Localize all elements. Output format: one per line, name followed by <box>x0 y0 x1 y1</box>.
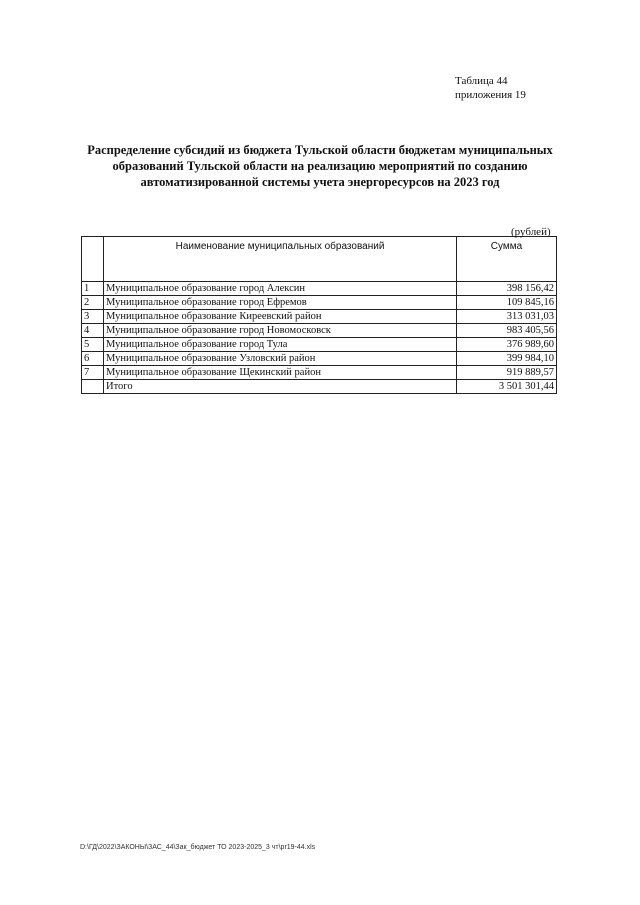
document-title <box>60 142 580 190</box>
row-name: Муниципальное образование Киреевский район <box>104 310 457 324</box>
row-number: 7 <box>82 366 104 380</box>
reference-appendix: приложения 19 <box>455 89 526 101</box>
table-row <box>82 366 557 380</box>
reference-table-number: Таблица 44 <box>455 75 508 87</box>
table-row <box>82 282 557 296</box>
table-row <box>82 338 557 352</box>
row-number: 6 <box>82 352 104 366</box>
title-line-1: Распределение субсидий из бюджета Тульской области бюджетам муниципальных <box>87 143 553 157</box>
row-sum: 313 031,03 <box>457 310 557 324</box>
table-total-row <box>82 380 557 394</box>
header-name: Наименование муниципальных образований <box>104 237 457 282</box>
header-number <box>82 237 104 282</box>
row-sum: 376 989,60 <box>457 338 557 352</box>
row-number: 3 <box>82 310 104 324</box>
row-name: Муниципальное образование город Алексин <box>104 282 457 296</box>
subsidy-table <box>81 236 557 394</box>
total-label: Итого <box>104 380 457 394</box>
total-sum: 3 501 301,44 <box>457 380 557 394</box>
row-number: 1 <box>82 282 104 296</box>
title-line-2: образований Тульской области на реализацию мероприятий по созданию <box>112 159 528 173</box>
row-name: Муниципальное образование город Ефремов <box>104 296 457 310</box>
row-sum: 109 845,16 <box>457 296 557 310</box>
file-path-footer: D:\ГД\2022\ЗАКОНЫ\ЗАС_44\Зак_бюджет ТО 2023-2025_3 чт\pr19-44.xls <box>80 844 316 851</box>
header-sum: Сумма <box>457 237 557 282</box>
table-row <box>82 310 557 324</box>
row-sum: 983 405,56 <box>457 324 557 338</box>
title-line-3: автоматизированной системы учета энергоресурсов на 2023 год <box>140 175 500 189</box>
row-number: 4 <box>82 324 104 338</box>
row-sum: 919 889,57 <box>457 366 557 380</box>
total-number <box>82 380 104 394</box>
row-name: Муниципальное образование город Новомосковск <box>104 324 457 338</box>
row-name: Муниципальное образование город Тула <box>104 338 457 352</box>
row-name: Муниципальное образование Узловский район <box>104 352 457 366</box>
row-sum: 399 984,10 <box>457 352 557 366</box>
row-sum: 398 156,42 <box>457 282 557 296</box>
table-reference <box>455 74 526 102</box>
table-row <box>82 296 557 310</box>
table-row <box>82 324 557 338</box>
currency-unit: (рублей) <box>511 226 551 238</box>
row-number: 5 <box>82 338 104 352</box>
row-number: 2 <box>82 296 104 310</box>
row-name: Муниципальное образование Щекинский район <box>104 366 457 380</box>
table-header-row <box>82 237 557 282</box>
table-row <box>82 352 557 366</box>
